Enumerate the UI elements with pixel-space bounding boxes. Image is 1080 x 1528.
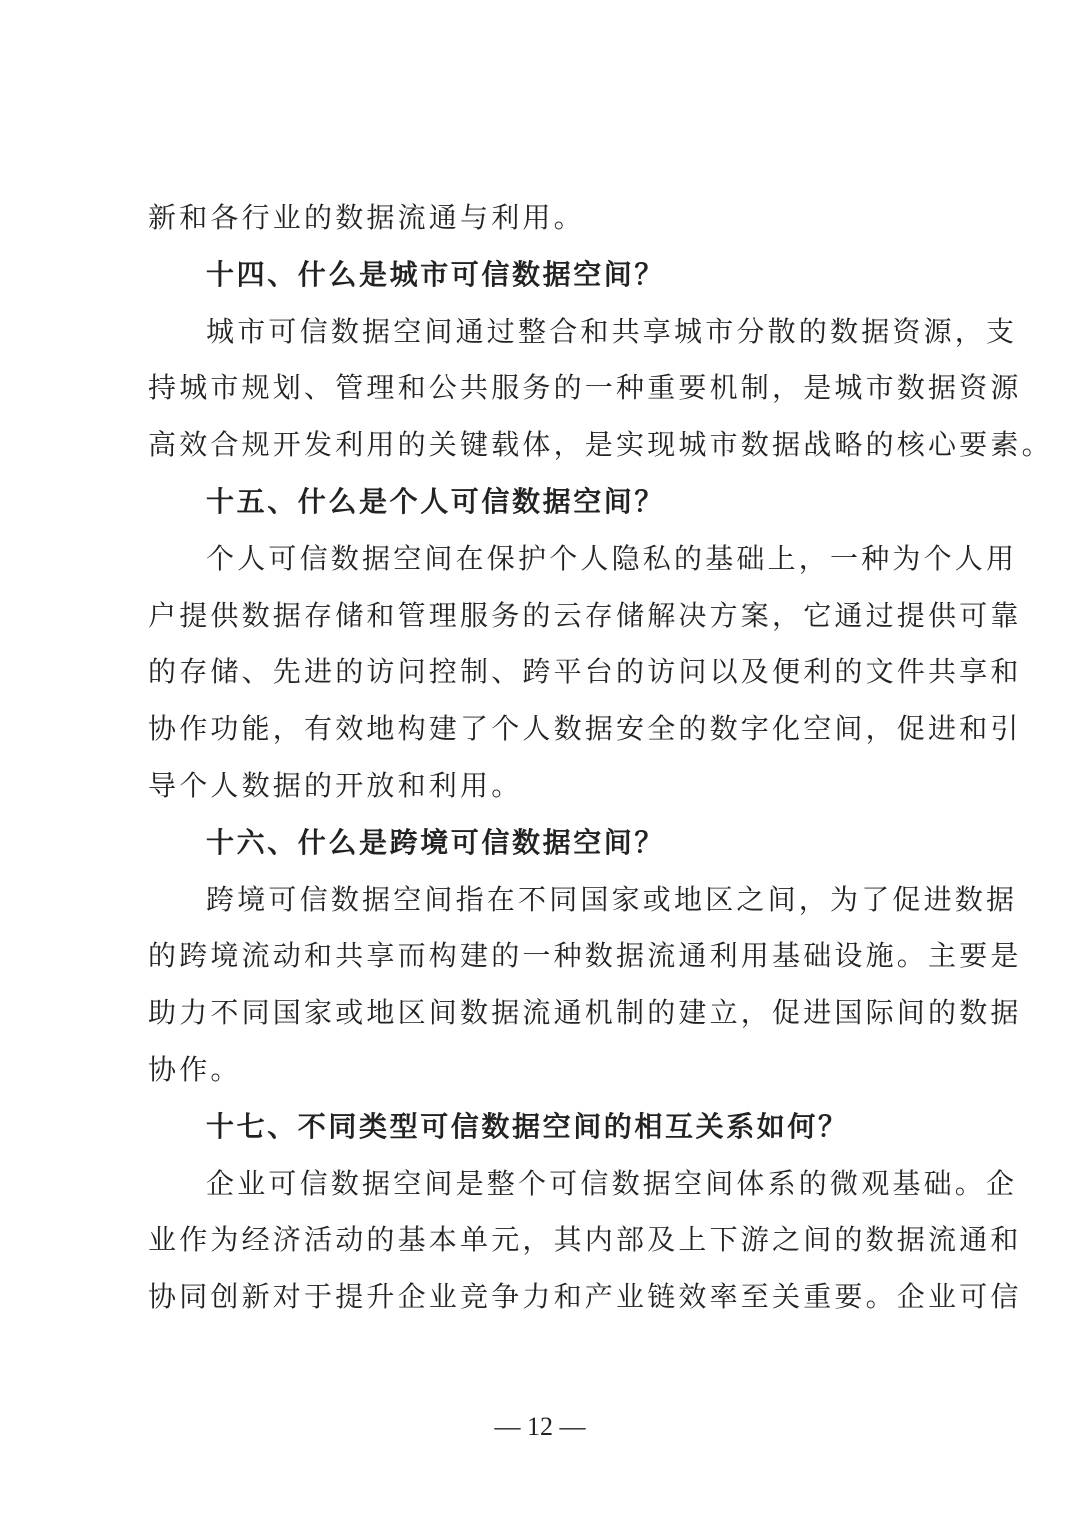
paragraph-line: 企业可信数据空间是整个可信数据空间体系的微观基础。企	[206, 1166, 1018, 1200]
paragraph-line: 高效合规开发利用的关键载体，是实现城市数据战略的核心要素。	[148, 428, 1053, 462]
paragraph-line: 的跨境流动和共享而构建的一种数据流通利用基础设施。主要是	[148, 939, 1022, 973]
section-heading: 十五、什么是个人可信数据空间？	[206, 484, 666, 518]
paragraph-line: 协同创新对于提升企业竞争力和产业链效率至关重要。企业可信	[148, 1280, 1022, 1314]
paragraph-line: 个人可信数据空间在保护个人隐私的基础上，一种为个人用	[206, 541, 1018, 575]
paragraph-line: 业作为经济活动的基本单元，其内部及上下游之间的数据流通和	[148, 1223, 1022, 1257]
paragraph-line: 的存储、先进的访问控制、跨平台的访问以及便利的文件共享和	[148, 655, 1022, 689]
paragraph-line: 新和各行业的数据流通与利用。	[148, 201, 585, 234]
paragraph-line: 导个人数据的开放和利用。	[148, 768, 523, 802]
section-heading: 十四、什么是城市可信数据空间？	[206, 257, 666, 291]
paragraph-line: 持城市规划、管理和公共服务的一种重要机制，是城市数据资源	[148, 371, 1022, 405]
paragraph-line: 协作功能，有效地构建了个人数据安全的数字化空间，促进和引	[148, 712, 1022, 746]
paragraph-line: 助力不同国家或地区间数据流通机制的建立，促进国际间的数据	[148, 996, 1022, 1030]
document-body	[148, 190, 1053, 1326]
paragraph-line: 户提供数据存储和管理服务的云存储解决方案，它通过提供可靠	[148, 598, 1022, 632]
paragraph-line: 城市可信数据空间通过整合和共享城市分散的数据资源，支	[206, 314, 1018, 348]
page-number: — 12 —	[494, 1412, 586, 1441]
paragraph-line: 协作。	[148, 1052, 242, 1086]
section-heading: 十六、什么是跨境可信数据空间？	[206, 825, 666, 859]
section-heading: 十七、不同类型可信数据空间的相互关系如何？	[206, 1109, 849, 1143]
paragraph-line: 跨境可信数据空间指在不同国家或地区之间，为了促进数据	[206, 882, 1018, 916]
